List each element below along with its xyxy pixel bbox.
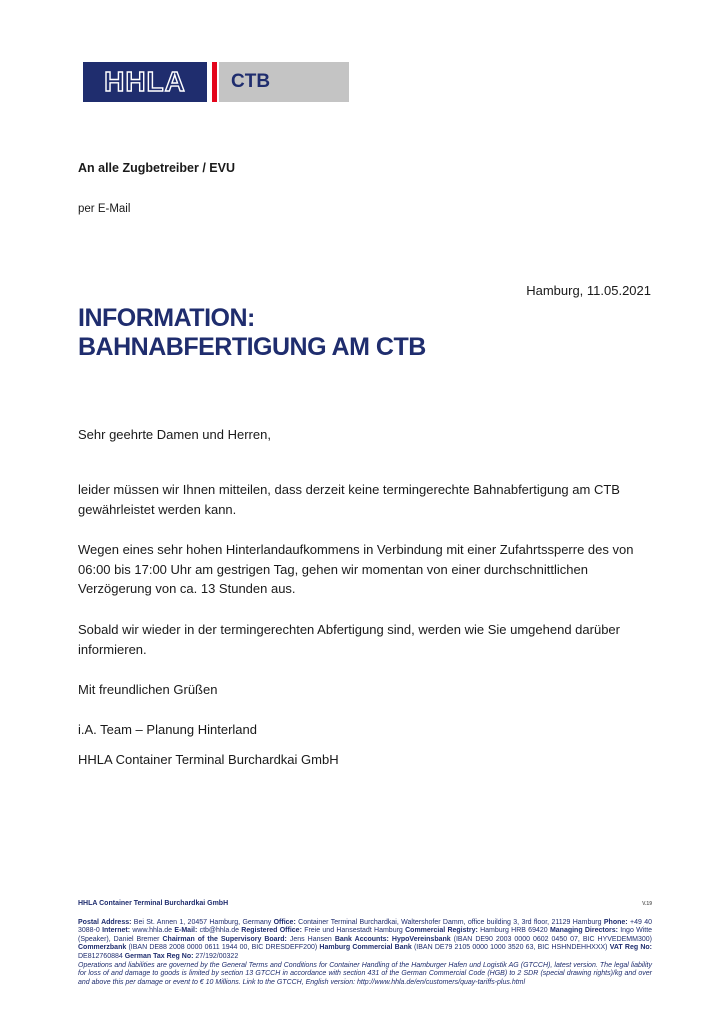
footer-bank3-name: Hamburg Commercial Bank	[319, 944, 412, 952]
signature-team: i.A. Team – Planung Hinterland	[78, 722, 257, 737]
footer-email-value: ctb@hhla.de	[199, 927, 239, 935]
footer-phone-value: +49 40 3088-0	[78, 918, 652, 935]
footer-regoffice-value: Freie und Hansestadt Hamburg	[304, 927, 403, 935]
delivery-channel: per E-Mail	[78, 203, 131, 215]
logo-red-divider	[212, 62, 217, 102]
footer-registry-value: Hamburg HRB 69420	[480, 927, 548, 935]
body-paragraph-1: leider müssen wir Ihnen mitteilen, dass derzeit keine termingerechte Bahnabfertigung am CTB gewährleistet werden kann.	[78, 482, 620, 517]
footer-directors-label: Managing Directors:	[549, 927, 618, 935]
footer-company-text: HHLA Container Terminal Burchardkai GmbH	[78, 900, 229, 907]
signature-company: HHLA Container Terminal Burchardkai GmbH	[78, 752, 339, 767]
footer-postal-value: Bei St. Annen 1, 20457 Hamburg, Germany	[133, 918, 272, 926]
letter-headline	[78, 304, 426, 362]
headline-line-1: INFORMATION:	[78, 304, 255, 332]
footer-registry-label: Commercial Registry:	[405, 927, 478, 935]
footer-phone-label: Phone:	[603, 918, 628, 926]
page-footer	[78, 900, 652, 987]
salutation: Sehr geehrte Damen und Herren,	[78, 427, 271, 442]
footer-internet-value: www.hhla.de	[132, 927, 173, 935]
footer-chairman-value: Jens Hansen	[289, 935, 332, 943]
footer-tax-value: 27/192/00322	[195, 952, 239, 960]
footer-office-label: Office:	[273, 918, 296, 926]
footer-email-label: E-Mail:	[174, 927, 198, 935]
hhla-logo-text: HHLA	[104, 66, 186, 97]
footer-regoffice-label: Registered Office:	[241, 927, 302, 935]
hhla-logo-block	[83, 62, 207, 102]
ctb-logo-block	[219, 62, 349, 102]
footer-directors-value: Ingo Witte (Speaker), Daniel Bremer	[78, 927, 653, 943]
footer-bank2-name: Commerzbank	[78, 944, 127, 952]
body-paragraph-3: Sobald wir wieder in der termingerechten Abfertigung sind, werden wie Sie umgehend darüber informieren.	[78, 622, 620, 657]
footer-legal-notice: Operations and liabilities are governed by the General Terms and Conditions for Container Handling of the Hamburger Hafen und Logistik AG (GTCCH), latest version. The legal liability for loss of and damage to goods is limited by section 13 GTCCH in accordance with section 431 of the German Commercial Code (HGB) to 2 SDR (special drawing rights)/kg and over and above this per damage or event to € 10 Millions. Link to the GTCCH, English version: http://www.hhla.de/en/customers/quay-tariffs-plus.html	[78, 961, 652, 986]
footer-company-details	[78, 919, 652, 962]
footer-version: V.19	[642, 901, 652, 907]
footer-office-value: Container Terminal Burchardkai, Waltershofer Damm, office building 3, 3rd floor, 21129 Hamburg	[298, 918, 602, 926]
company-logo	[83, 62, 349, 102]
body-paragraph-2: Wegen eines sehr hohen Hinterlandaufkommens in Verbindung mit einer Zufahrtssperre des von 06:00 bis 17:00 Uhr am gestrigen Tag, gehen wir momentan von einer durchschnittlichen Verzögerung von ca. 13 Stunden aus.	[78, 542, 634, 596]
footer-internet-label: Internet:	[102, 927, 131, 935]
footer-chairman-label: Chairman of the Supervisory Board:	[162, 935, 287, 943]
ctb-logo-text: CTB	[231, 71, 271, 92]
footer-bank3-value: (IBAN DE79 2105 0000 1000 3520 63, BIC HSHNDEHHXXX)	[413, 944, 608, 952]
footer-vat-value: DE812760884	[78, 952, 123, 960]
recipient-line: An alle Zugbetreiber / EVU	[78, 161, 235, 175]
footer-bank1-name: HypoVereinsbank	[391, 935, 451, 943]
footer-bank2-value: (IBAN DE88 2008 0000 0611 1944 00, BIC DRESDEFF200)	[128, 944, 318, 952]
footer-bank1-value: (IBAN DE90 2003 0000 0602 0450 07, BIC HYVEDEMM300)	[453, 935, 652, 943]
headline-line-2: BAHNABFERTIGUNG AM CTB	[78, 333, 426, 361]
footer-bank-label: Bank Accounts:	[334, 935, 389, 943]
footer-tax-label: German Tax Reg No:	[124, 952, 194, 960]
footer-postal-label: Postal Address:	[78, 918, 132, 926]
footer-company-name	[78, 900, 652, 909]
place-and-date: Hamburg, 11.05.2021	[526, 283, 651, 298]
closing-line: Mit freundlichen Grüßen	[78, 682, 218, 697]
footer-vat-label: VAT Reg No:	[609, 944, 652, 952]
